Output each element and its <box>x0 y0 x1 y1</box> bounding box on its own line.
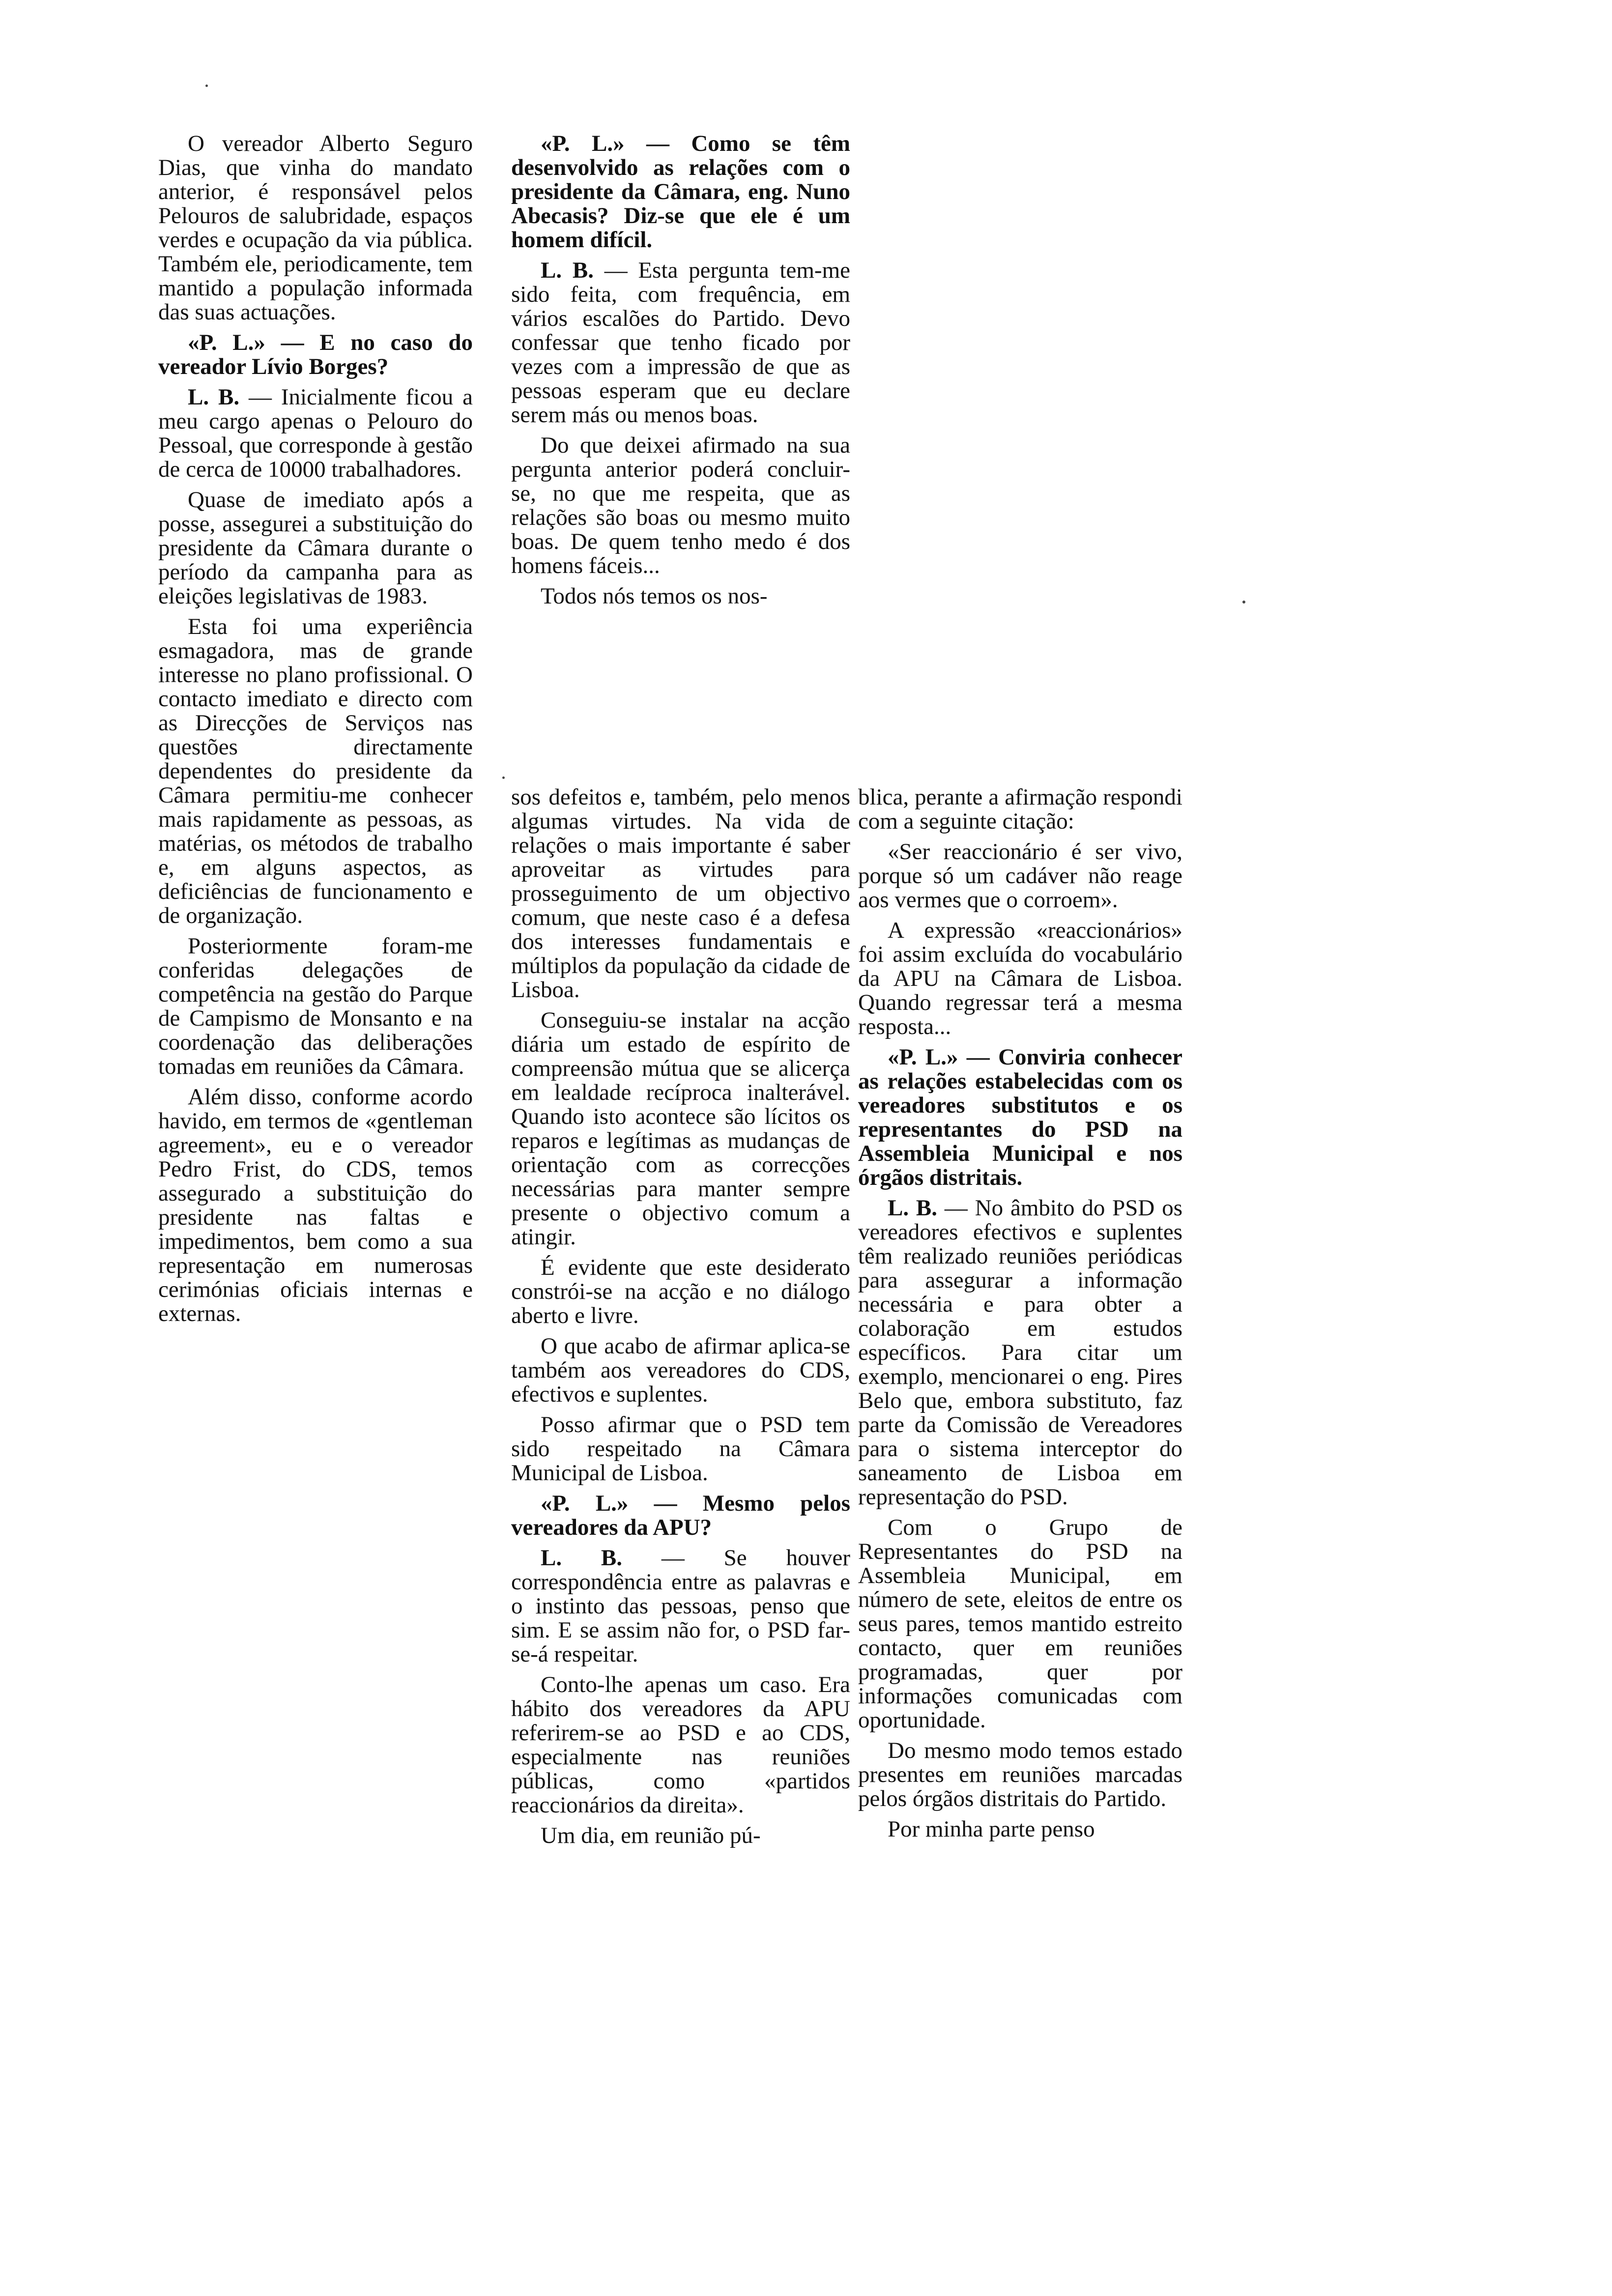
interview-question: «P. L.» — Conviria conhecer as relações estabelecidas com os vereadores substitutos e os representantes do PSD na Assembleia Municipal e nos órgãos distritais. <box>858 1044 1182 1190</box>
body-paragraph: Do que deixei afirmado na sua pergunta anterior poderá concluir-se, no que me respeita, que as relações são boas ou mesmo muito boas. De quem tenho medo é dos homens fáceis... <box>511 432 850 578</box>
body-paragraph: Posso afirmar que o PSD tem sido respeitado na Câmara Municipal de Lisboa. <box>511 1412 850 1486</box>
scan-speck <box>1242 601 1245 603</box>
body-paragraph: Todos nós temos os nos- <box>541 583 768 609</box>
body-paragraph: Um dia, em reunião pú- <box>541 1823 761 1848</box>
interview-question: «P. L.» — Mesmo pelos vereadores da APU? <box>511 1491 850 1540</box>
body-paragraph: Por minha parte penso <box>888 1816 1095 1842</box>
body-paragraph: É evidente que este desiderato constrói-se na acção e no diálogo aberto e livre. <box>511 1255 850 1328</box>
body-paragraph: O vereador Alberto Seguro Dias, que vinha do mandato anterior, é responsável pelos Pelouros de salubridade, espaços verdes e ocupação da via pública. Também ele, periodicamente, tem mantido a população informada das suas actuações. <box>158 131 473 325</box>
speaker-initials: L. B. <box>541 258 594 283</box>
body-paragraph-continued: sos defeitos e, também, pelo menos algumas virtudes. Na vida de relações o mais importante é saber aproveitar as virtudes para prosseguimento de um objectivo comum, que neste caso é a defesa dos interesses fundamentais e múltiplos da população da cidade de Lisboa. <box>511 784 850 1003</box>
body-paragraph: A expressão «reaccionários» foi assim excluída do vocabulário da APU na Câmara de Lisboa. Quando regressar terá a mesma resposta... <box>858 918 1182 1039</box>
answer-text: — No âmbito do PSD os vereadores efectivos e suplentes têm realizado reuniões periódicas para assegurar a informação necessária e para obter a colaboração em estudos específicos. Para citar um exemplo, mencionarei o eng. Pires Belo que, embora substituto, faz parte da Comissão de Vereadores para o sistema interceptor do saneamento de Lisboa em representação do PSD. <box>858 1195 1182 1510</box>
article-column-1 <box>158 132 473 1332</box>
body-paragraph: Conseguiu-se instalar na acção diária um estado de espírito de compreensão mútua que se alicerça em lealdade recíproca inalterável. Quando isto acontece são lícitos os reparos e legítimas as mudanças de orientação com as correcções necessárias para manter sempre presente o objectivo comum a atingir. <box>511 1007 850 1250</box>
body-paragraph-continued: blica, perante a afirmação respondi com a seguinte citação: <box>858 784 1182 834</box>
answer-text: — Inicialmente ficou a meu cargo apenas o Pelouro do Pessoal, que corresponde à gestão de cerca de 10000 trabalhadores. <box>158 384 473 482</box>
interview-answer <box>511 1546 850 1666</box>
interview-question: «P. L.» — E no caso do vereador Lívio Borges? <box>158 330 473 379</box>
speaker-initials: L. B. <box>541 1545 623 1571</box>
article-column-3 <box>511 785 850 1854</box>
scan-speck <box>205 85 208 87</box>
body-paragraph: Quase de imediato após a posse, assegurei a substituição do presidente da Câmara durante o período da campanha para as eleições legislativas de 1983. <box>158 487 473 609</box>
answer-text: — Esta pergunta tem-me sido feita, com frequência, em vários escalões do Partido. Devo confessar que tenho ficado por vezes com a impressão de que as pessoas esperam que eu declare serem más ou menos boas. <box>511 258 850 428</box>
answer-text: — Se houver correspondência entre as palavras e o instinto das pessoas, penso que sim. E se assim não for, o PSD far-se-á respeitar. <box>511 1545 851 1667</box>
interview-question: «P. L.» — Como se têm desenvolvido as relações com o presidente da Câmara, eng. Nuno Abecasis? Diz-se que ele é um homem difícil. <box>511 131 850 253</box>
speaker-initials: L. B. <box>888 1195 938 1221</box>
body-paragraph: «Ser reaccionário é ser vivo, porque só um cadáver não reage aos vermes que o corroem». <box>858 839 1182 913</box>
body-paragraph: Posteriormente foram-me conferidas delegações de competência na gestão do Parque de Campismo de Monsanto e na coordenação das deliberações tomadas em reuniões da Câmara. <box>158 933 473 1079</box>
interview-answer <box>858 1196 1182 1509</box>
body-paragraph: Com o Grupo de Representantes do PSD na Assembleia Municipal, em número de sete, eleitos de entre os seus pares, temos mantido estreito contacto, quer em reuniões programadas, quer por informações comunicadas com oportunidade. <box>858 1515 1182 1733</box>
speaker-initials: L. B. <box>188 384 240 410</box>
article-column-4 <box>858 785 1182 1848</box>
scan-speck <box>502 776 505 779</box>
body-paragraph: Do mesmo modo temos estado presentes em reuniões marcadas pelos órgãos distritais do Partido. <box>858 1738 1182 1811</box>
article-column-2 <box>511 132 850 615</box>
body-paragraph: Além disso, conforme acordo havido, em termos de «gentleman agreement», eu e o vereador Pedro Frist, do CDS, temos assegurado a substituição do presidente nas faltas e impedimentos, bem como a sua representação em numerosas cerimónias oficiais internas e externas. <box>158 1084 473 1326</box>
body-paragraph: Conto-lhe apenas um caso. Era hábito dos vereadores da APU referirem-se ao PSD e ao CDS, especialmente nas reuniões públicas, como «partidos reaccionários da direita». <box>511 1672 850 1818</box>
body-paragraph: O que acabo de afirmar aplica-se também aos vereadores do CDS, efectivos e suplentes. <box>511 1333 850 1407</box>
interview-answer <box>511 258 850 427</box>
interview-answer <box>158 385 473 482</box>
body-paragraph: Esta foi uma experiência esmagadora, mas de grande interesse no plano profissional. O contacto imediato e directo com as Direcções de Serviços nas questões directamente dependentes do presidente da Câmara permitiu-me conhecer mais rapidamente as pessoas, as matérias, os métodos de trabalho e, em alguns aspectos, as deficiências de funcionamento e de organização. <box>158 614 473 928</box>
